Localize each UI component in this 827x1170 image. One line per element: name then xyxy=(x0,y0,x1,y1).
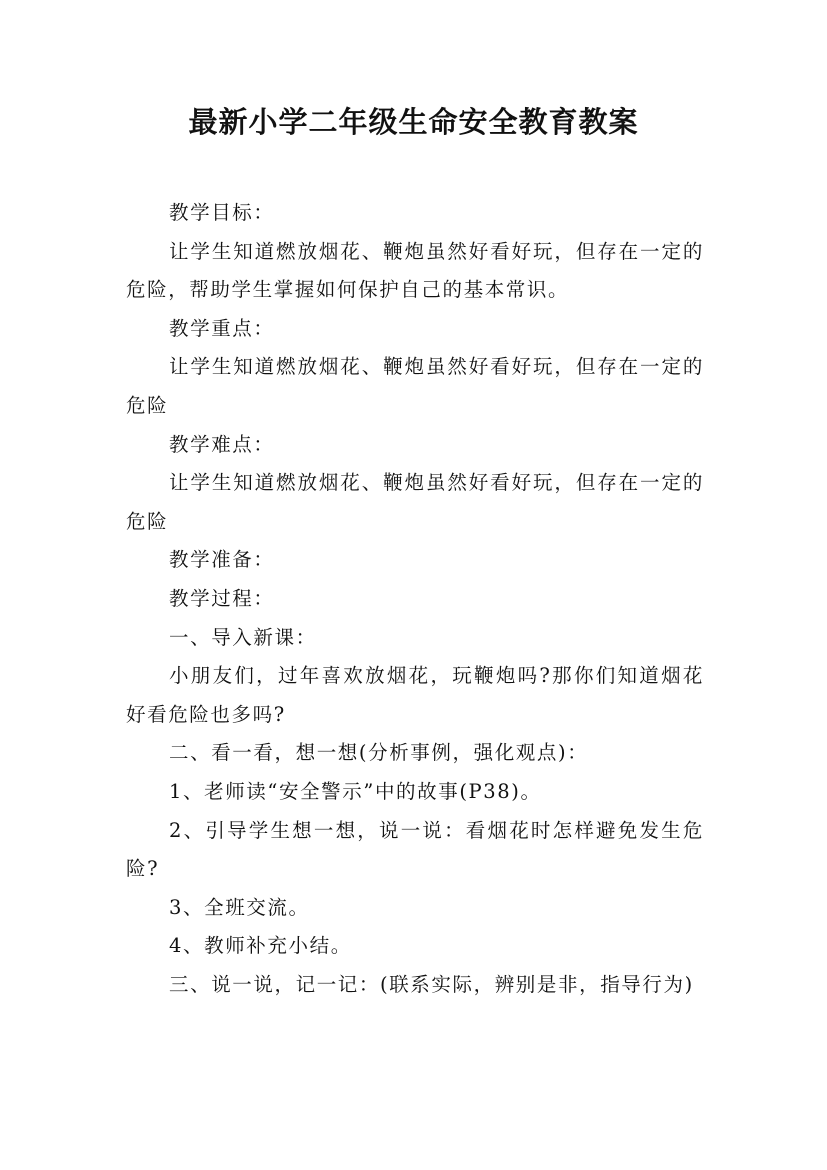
paragraph-objectives-text: 让学生知道燃放烟花、鞭炮虽然好看好玩，但存在一定的危险，帮助学生掌握如何保护自己的基本常识。 xyxy=(126,239,704,302)
heading-teaching-preparation: 教学准备： xyxy=(169,548,275,572)
section-two-item-3: 3、全班交流。 xyxy=(169,895,310,919)
section-two-item-2: 2、引导学生想一想，说一说：看烟花时怎样避免发生危险? xyxy=(126,818,704,881)
heading-teaching-objectives: 教学目标： xyxy=(169,201,275,224)
document-title: 最新小学二年级生命安全教育教案 xyxy=(188,105,639,139)
document-body xyxy=(126,194,704,1004)
section-three-heading: 三、说一说，记一记：(联系实际，辨别是非，指导行为) xyxy=(169,972,694,996)
paragraph-focus-text: 让学生知道燃放烟花、鞭炮虽然好看好玩，但存在一定的危险 xyxy=(126,355,704,417)
section-one-heading: 一、导入新课： xyxy=(169,625,317,649)
heading-teaching-focus: 教学重点： xyxy=(169,316,275,340)
heading-teaching-difficulty: 教学难点： xyxy=(169,432,275,456)
section-two-item-1: 1、老师读“安全警示”中的故事(P38)。 xyxy=(169,779,542,803)
section-two-heading: 二、看一看，想一想(分析事例，强化观点)： xyxy=(169,741,589,765)
section-one-text: 小朋友们，过年喜欢放烟花，玩鞭炮吗?那你们知道烟花好看危险也多吗? xyxy=(126,664,704,726)
section-two-item-4: 4、教师补充小结。 xyxy=(169,934,352,958)
heading-teaching-process: 教学过程： xyxy=(169,586,275,610)
paragraph-difficulty-text: 让学生知道燃放烟花、鞭炮虽然好看好玩，但存在一定的危险 xyxy=(126,471,704,533)
